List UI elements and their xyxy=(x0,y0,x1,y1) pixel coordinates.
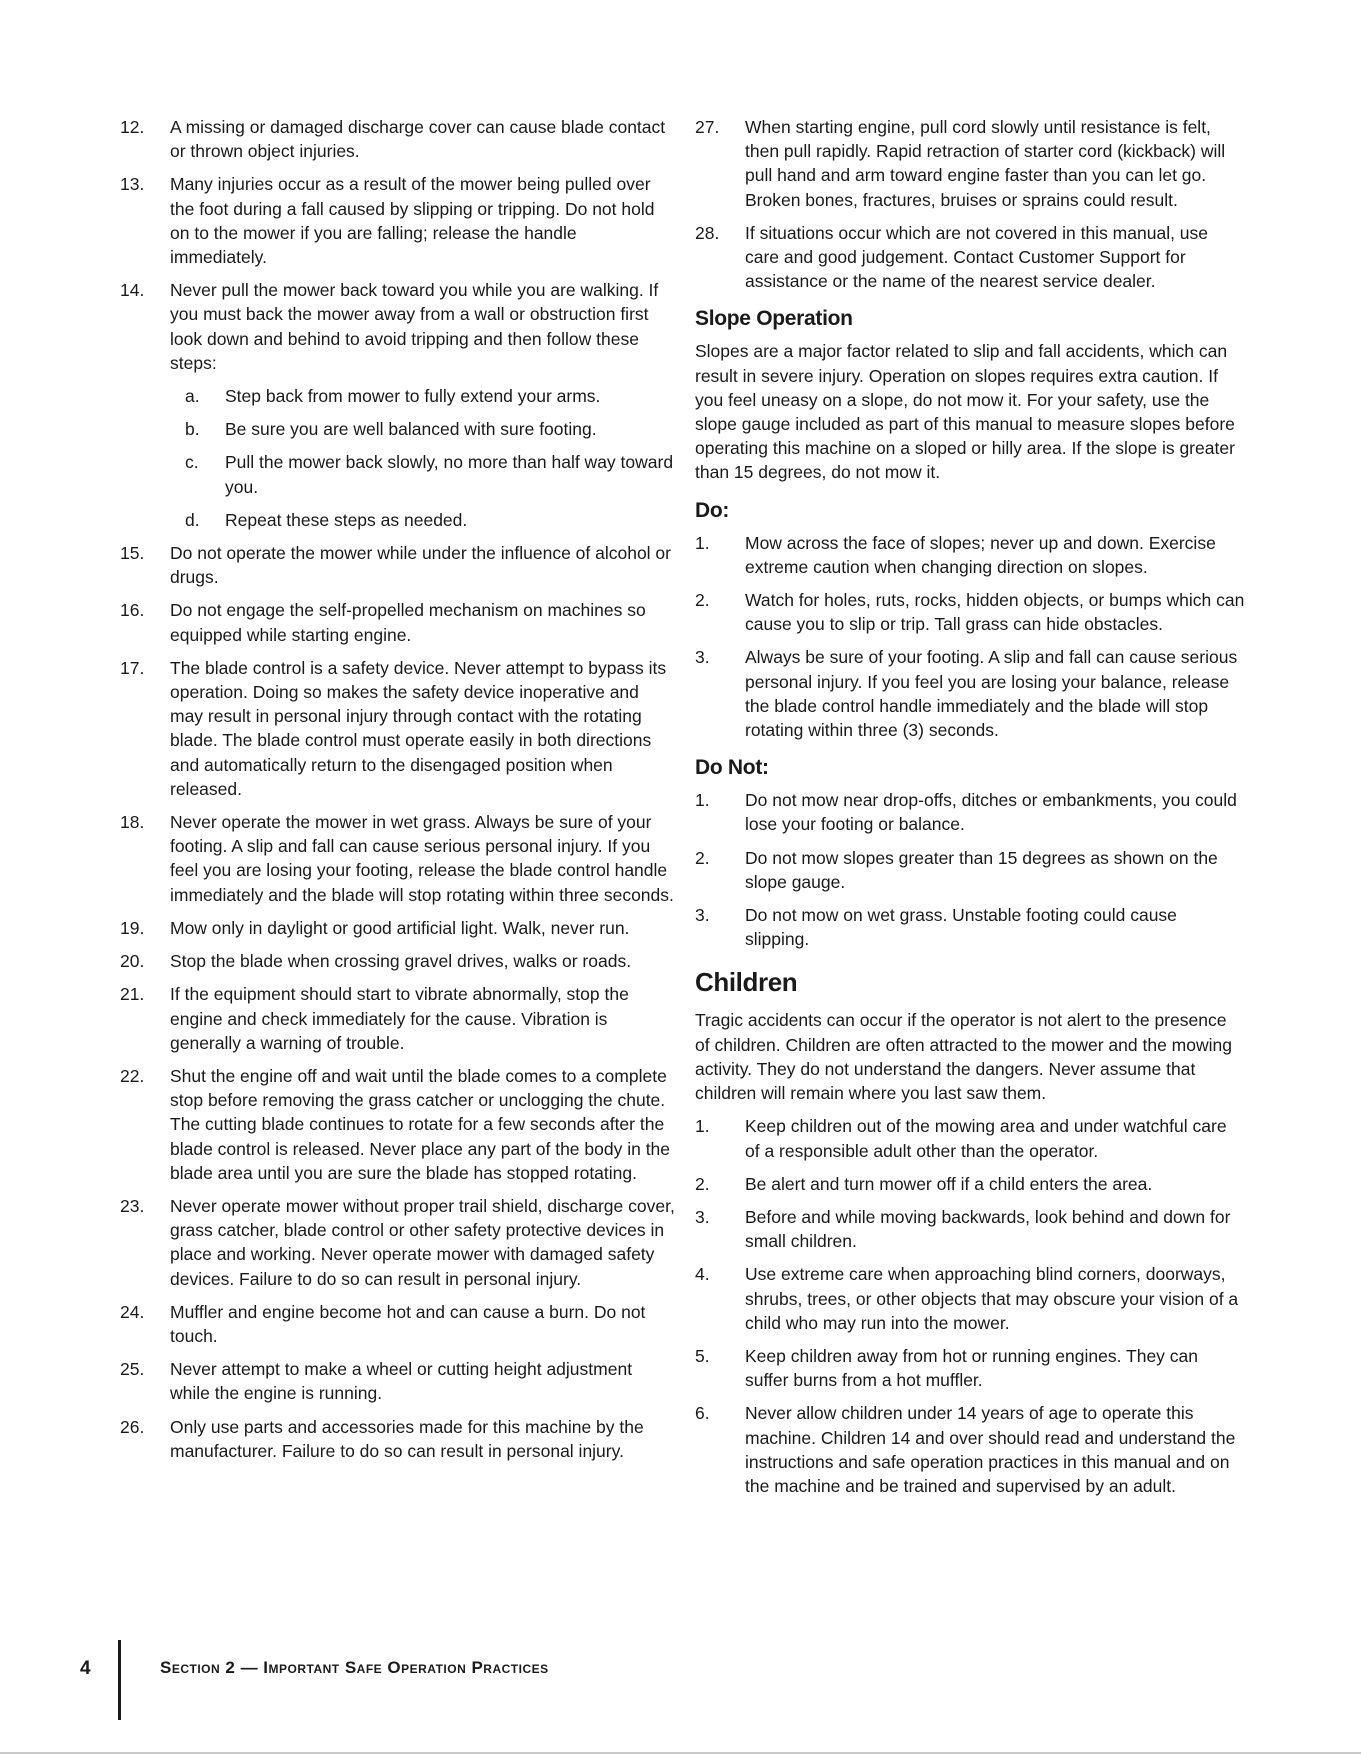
list-item xyxy=(695,1205,1245,1253)
sub-list-item xyxy=(120,384,675,408)
item-text: Many injuries occur as a result of the mower being pulled over the foot during a fall caused by slipping or tripping. Do not hold on to the mower if you are falling; release the handle immediately. xyxy=(170,174,655,268)
page-bottom-edge xyxy=(0,1752,1361,1754)
item-text: Keep children away from hot or running engines. They can suffer burns from a hot muffler. xyxy=(745,1345,1199,1391)
item-text: Never operate mower without proper trail shield, discharge cover, grass catcher, blade control or other safety protective devices in place and working. Never operate mower with damaged safety devices. Failure to do so can result in personal injury. xyxy=(170,1195,675,1289)
item-number: 2. xyxy=(695,1173,710,1194)
list-item xyxy=(120,1064,675,1185)
item-text: If the equipment should start to vibrate abnormally, stop the engine and check immediately for the cause. Vibration is generally a warning of trouble. xyxy=(170,984,629,1053)
item-text: Never attempt to make a wheel or cutting height adjustment while the engine is running. xyxy=(170,1359,633,1404)
item-text: Do not operate the mower while under the influence of alcohol or drugs. xyxy=(170,543,671,588)
item-text: Never operate the mower in wet grass. Always be sure of your footing. A slip and fall can cause serious personal injury. If you feel you are losing your footing, release the blade control handle immediately and the blade will stop rotating within three seconds. xyxy=(170,812,674,905)
item-number: 1. xyxy=(695,790,710,811)
item-number: 1. xyxy=(695,532,710,553)
list-item xyxy=(695,588,1245,636)
item-number: 19. xyxy=(120,917,145,938)
section-title: Section 2 — Important Safe Operation Practices xyxy=(160,1658,549,1677)
list-item xyxy=(120,598,675,646)
do-heading: Do: xyxy=(695,498,730,522)
children-intro-paragraph: Tragic accidents can occur if the operator is not alert to the presence of children. Children are often attracted to the mower and the mowing activity. They do not understand the dangers. Never assume that children will remain where you last saw them. xyxy=(695,1010,1232,1104)
item-number: 27. xyxy=(695,117,720,137)
item-text: The blade control is a safety device. Never attempt to bypass its operation. Doing so makes the safety device inoperative and may result in personal injury through contact with the rotating blade. The blade control must operate easily in both directions and automatically return to the disengaged position when released. xyxy=(170,657,667,799)
item-number: 24. xyxy=(120,1301,145,1322)
item-text: Do not mow on wet grass. Unstable footing could cause slipping. xyxy=(745,905,1177,950)
item-number: 4. xyxy=(695,1264,710,1285)
list-item xyxy=(695,1172,1245,1196)
right-column xyxy=(695,115,1245,1507)
item-number: 20. xyxy=(120,951,145,972)
page-footer xyxy=(0,1640,1361,1720)
item-number: 15. xyxy=(120,543,145,564)
item-text: Keep children out of the mowing area and under watchful care of a responsible adult other than the operator. xyxy=(745,1116,1227,1161)
item-number: 26. xyxy=(120,1416,145,1437)
list-item xyxy=(120,916,675,940)
sub-item-text: Pull the mower back slowly, no more than half way toward you. xyxy=(225,452,674,497)
do-list xyxy=(695,531,1245,743)
list-item xyxy=(120,1300,675,1348)
item-text: Only use parts and accessories made for this machine by the manufacturer. Failure to do so can result in personal injury. xyxy=(170,1416,644,1461)
item-text: Mow across the face of slopes; never up and down. Exercise extreme caution when changing direction on slopes. xyxy=(745,532,1216,577)
list-item xyxy=(120,1357,675,1405)
list-item xyxy=(695,221,1245,294)
list-item xyxy=(695,1262,1245,1335)
item-number: 22. xyxy=(120,1065,145,1086)
item-number: 14. xyxy=(120,280,145,301)
sub-list xyxy=(120,384,675,532)
list-item xyxy=(120,1415,675,1463)
sub-item-text: Be sure you are well balanced with sure footing. xyxy=(225,419,597,440)
item-text: Always be sure of your footing. A slip and fall can cause serious personal injury. If you feel you are losing your balance, release the blade control handle immediately and the blade will stop rotating within three (3) seconds. xyxy=(745,647,1238,741)
item-text: Never pull the mower back toward you while you are walking. If you must back the mower away from a wall or obstruction first look down and behind to avoid tripping and then follow these steps: xyxy=(170,280,659,373)
list-item xyxy=(695,788,1245,836)
list-left-b xyxy=(120,541,675,1463)
list-item xyxy=(695,1114,1245,1162)
sub-item-letter: d. xyxy=(185,509,200,530)
item-text: Be alert and turn mower off if a child enters the area. xyxy=(745,1173,1153,1194)
list-item xyxy=(120,1194,675,1291)
sub-list-item xyxy=(120,508,675,532)
item-number: 25. xyxy=(120,1359,145,1380)
slope-operation-heading: Slope Operation xyxy=(695,307,853,331)
list-right xyxy=(695,115,1245,293)
list-item xyxy=(120,810,675,907)
item-number: 28. xyxy=(695,222,720,243)
sub-list-item xyxy=(120,417,675,441)
children-list xyxy=(695,1114,1245,1498)
item-number: 18. xyxy=(120,812,145,833)
item-text: Do not mow slopes greater than 15 degrees as shown on the slope gauge. xyxy=(745,847,1218,892)
list-item xyxy=(695,846,1245,894)
item-number: 13. xyxy=(120,174,145,195)
item-text: Before and while moving backwards, look behind and down for small children. xyxy=(745,1206,1231,1252)
list-item xyxy=(695,903,1245,951)
item-text: A missing or damaged discharge cover can cause blade contact or thrown object injuries. xyxy=(170,117,666,162)
list-item xyxy=(120,541,675,589)
list-item xyxy=(120,656,675,801)
list-item xyxy=(695,115,1245,212)
item-number: 5. xyxy=(695,1345,710,1366)
item-number: 3. xyxy=(695,647,710,668)
item-text: Watch for holes, ruts, rocks, hidden objects, or bumps which can cause you to slip or trip. Tall grass can hide obstacles. xyxy=(745,590,1245,635)
list-item xyxy=(695,531,1245,579)
item-text: Muffler and engine become hot and can cause a burn. Do not touch. xyxy=(170,1301,646,1346)
list-item xyxy=(695,1344,1245,1392)
list-item xyxy=(120,172,675,269)
item-number: 17. xyxy=(120,657,145,678)
item-number: 3. xyxy=(695,1206,710,1227)
sub-item-letter: b. xyxy=(185,419,200,440)
item-number: 23. xyxy=(120,1195,145,1216)
item-text: Do not mow near drop-offs, ditches or embankments, you could lose your footing or balance. xyxy=(745,790,1237,835)
item-text: If situations occur which are not covered in this manual, use care and good judgement. Contact Customer Support for assistance or the name of the nearest service dealer. xyxy=(745,222,1209,292)
item-number: 2. xyxy=(695,590,710,611)
sub-item-text: Step back from mower to fully extend your arms. xyxy=(225,386,601,407)
page-number: 4 xyxy=(80,1658,91,1679)
slope-intro-paragraph: Slopes are a major factor related to slip and fall accidents, which can result in severe injury. Operation on slopes requires extra caution. If you feel uneasy on a slope, do not mow it. For your safety, use the slope gauge included as part of this manual to measure slopes before operating this machine on a sloped or hilly area. If the slope is greater than 15 degrees, do not mow it. xyxy=(695,341,1235,483)
do-not-heading: Do Not: xyxy=(695,756,769,780)
item-number: 6. xyxy=(695,1403,710,1424)
list-item xyxy=(695,645,1245,742)
item-text: Use extreme care when approaching blind corners, doorways, shrubs, trees, or other objects that may obscure your vision of a child who may run into the mower. xyxy=(745,1264,1239,1333)
item-number: 2. xyxy=(695,847,710,868)
item-text: When starting engine, pull cord slowly until resistance is felt, then pull rapidly. Rapid retraction of starter cord (kickback) will pull hand and arm toward engine faster than you can let go. Broken bones, fractures, bruises or sprains could result. xyxy=(745,117,1226,210)
list-item xyxy=(120,115,675,163)
list-item xyxy=(120,982,675,1055)
item-text: Never allow children under 14 years of age to operate this machine. Children 14 and over should read and understand the instructions and safe operation practices in this manual and on the machine and be trained and supervised by an adult. xyxy=(745,1403,1236,1496)
item-text: Shut the engine off and wait until the blade comes to a complete stop before removing the grass catcher or unclogging the chute. The cutting blade continues to rotate for a few seconds after the blade control is released. Never place any part of the body in the blade area until you are sure the blade has stopped rotating. xyxy=(170,1065,671,1183)
item-number: 12. xyxy=(120,117,145,137)
item-text: Stop the blade when crossing gravel drives, walks or roads. xyxy=(170,951,632,972)
sub-item-text: Repeat these steps as needed. xyxy=(225,509,468,530)
left-column xyxy=(120,115,675,1472)
children-heading: Children xyxy=(695,967,798,998)
do-not-list xyxy=(695,788,1245,951)
footer-divider xyxy=(118,1640,121,1720)
sub-item-letter: a. xyxy=(185,386,200,407)
item-text: Do not engage the self-propelled mechanism on machines so equipped while starting engine. xyxy=(170,600,646,645)
item-number: 16. xyxy=(120,600,145,621)
list-left-a xyxy=(120,115,675,375)
list-item xyxy=(120,278,675,375)
sub-list-item xyxy=(120,450,675,498)
item-text: Mow only in daylight or good artificial light. Walk, never run. xyxy=(170,917,630,938)
item-number: 1. xyxy=(695,1116,710,1137)
list-item xyxy=(695,1401,1245,1498)
item-number: 21. xyxy=(120,984,145,1005)
item-number: 3. xyxy=(695,905,710,926)
sub-item-letter: c. xyxy=(185,452,199,473)
list-item xyxy=(120,949,675,973)
